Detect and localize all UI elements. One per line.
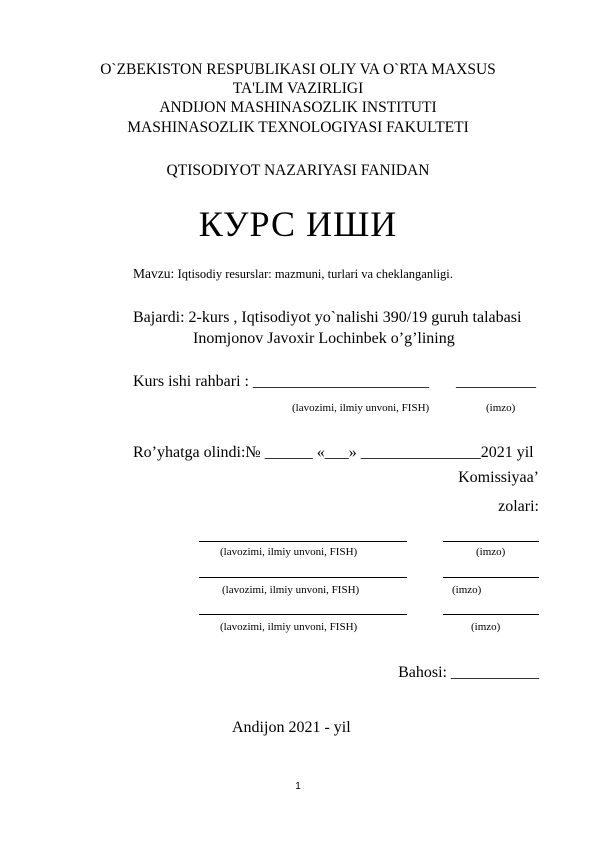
commission-label-2: zolari: (498, 498, 539, 515)
ministry-line-1: O`ZBEKISTON RESPUBLIKASI OLIY VA O`RTA MAXSUS (100, 61, 496, 78)
institute-name: ANDIJON MASHINASOZLIK INSTITUTI (159, 99, 437, 116)
supervisor-sign-blank: __________ (456, 373, 536, 390)
member-3-position-caption: (lavozimi, ilmiy unvoni, FISH) (220, 621, 358, 633)
supervisor-position-caption: (lavozimi, ilmiy unvoni, FISH) (292, 402, 430, 414)
ministry-line-2: TA'LIM VAZIRLIGI (232, 80, 364, 97)
document-title: КУРС ИШИ (198, 204, 398, 244)
subject-line: QTISODIYOT NAZARIYASI FANIDAN (166, 162, 430, 179)
author-line-2: Inomjonov Javoxir Lochinbek o’g’lining (193, 330, 455, 347)
registration-line: Ro’yhatga olindi:№ ______ «___» _______________2021 yil (133, 444, 534, 461)
topic-line (133, 266, 453, 282)
member-2-sign-line (443, 577, 539, 578)
supervisor-label: Kurs ishi rahbari : ______________________ (133, 373, 429, 390)
member-3-sign-line (443, 614, 539, 615)
page-number: 1 (295, 781, 301, 792)
topic-text: Iqtisodiy resurslar: mazmuni, turlari va cheklanganligi. (177, 267, 453, 281)
member-1-sign-caption: (imzo) (476, 546, 506, 558)
supervisor-sign-caption: (imzo) (486, 402, 516, 414)
commission-label-1: Komissiyaa’ (458, 469, 539, 486)
member-2-position-line (199, 577, 407, 578)
topic-label: Mavzu: (133, 266, 175, 281)
member-2-position-caption: (lavozimi, ilmiy unvoni, FISH) (222, 584, 360, 596)
faculty-name: MASHINASOZLIK TEXNOLOGIYASI FAKULTETI (127, 119, 469, 136)
member-3-sign-caption: (imzo) (471, 621, 501, 633)
member-2-sign-caption: (imzo) (452, 584, 482, 596)
city-year: Andijon 2021 - yil (232, 719, 351, 736)
member-1-position-caption: (lavozimi, ilmiy unvoni, FISH) (220, 546, 358, 558)
author-line-1: Bajardi: 2-kurs , Iqtisodiyot yo`nalishi 390/19 guruh talabasi (133, 309, 522, 326)
member-1-sign-line (443, 541, 539, 542)
member-3-position-line (199, 614, 407, 615)
member-1-position-line (199, 541, 407, 542)
grade-line: Bahosi: ___________ (398, 664, 539, 681)
